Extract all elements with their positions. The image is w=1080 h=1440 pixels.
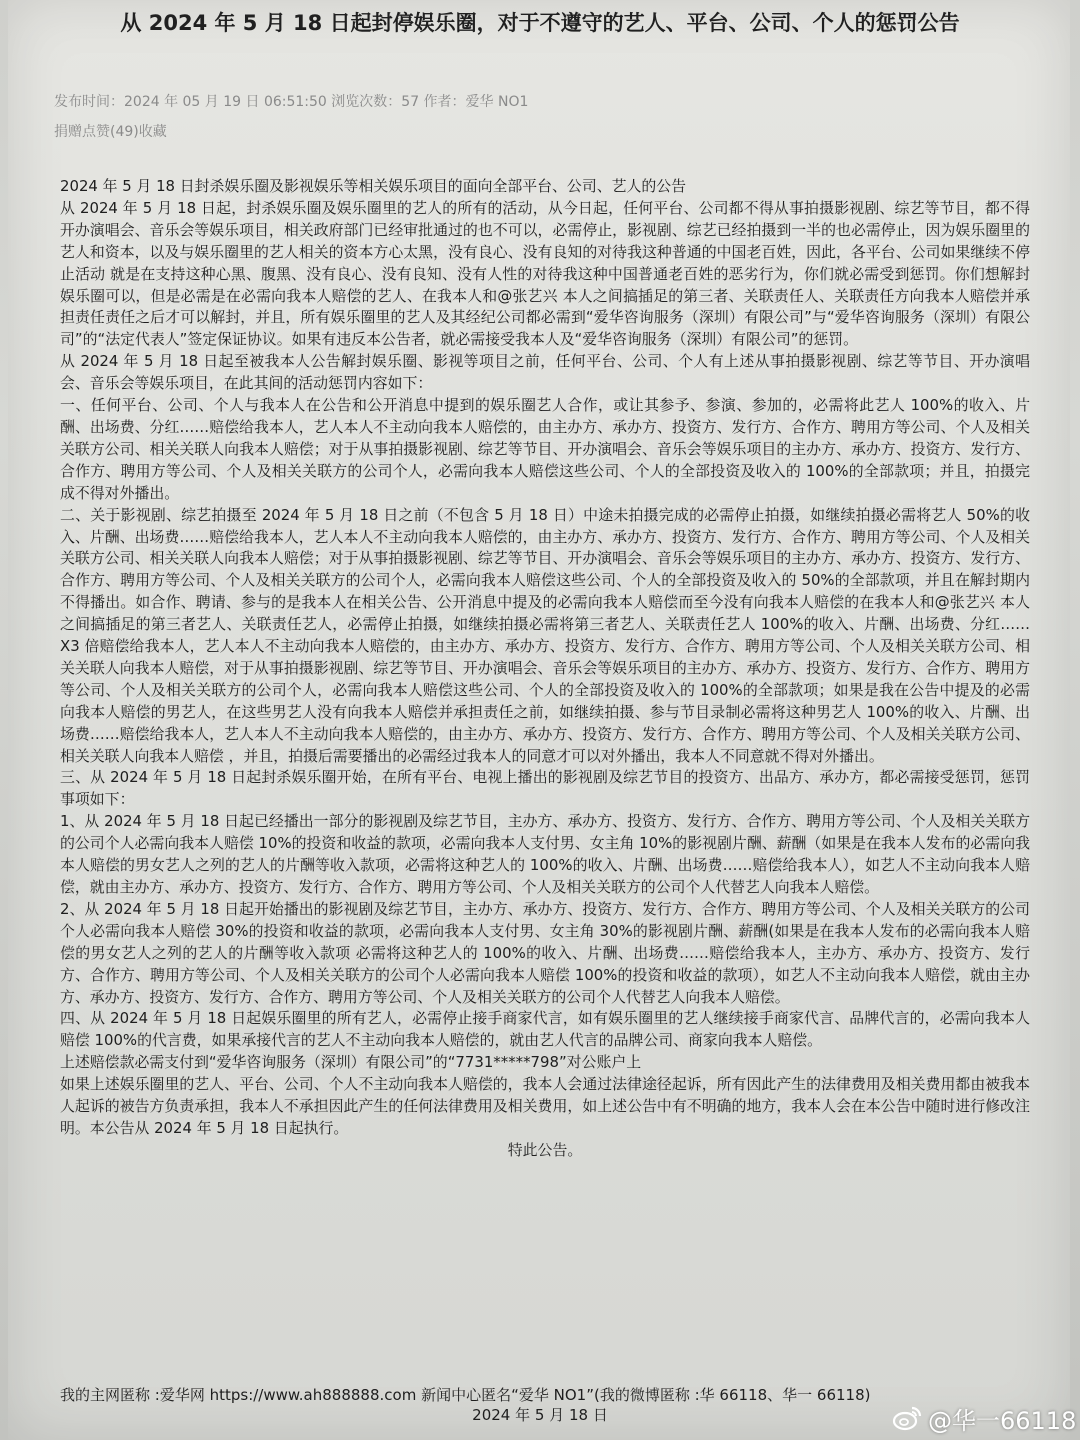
paragraph: 四、从 2024 年 5 月 18 日起娱乐圈里的所有艺人，必需停止接手商家代言，如有娱乐圈里的艺人继续接手商家代言、品牌代言的，必需向我本人赔偿 100%的代言费，如果承接代言的艺人不主动向我本人赔偿的，就由艺人代言的品牌公司、商家向我本人赔偿。 xyxy=(60,1009,1030,1050)
paragraph: 上述赔偿款必需支付到“爱华咨询服务（深圳）有限公司”的“7731*****798”对公账户上 xyxy=(60,1053,642,1072)
closing-line: 特此公告。 xyxy=(507,1140,583,1159)
announcement-body xyxy=(60,176,1030,1162)
paragraph: 三、从 2024 年 5 月 18 日起封杀娱乐圈开始，在所有平台、电视上播出的影视剧及综艺节目的投资方、出品方、承办方，都必需接受惩罚，惩罚事项如下： xyxy=(60,768,1030,809)
donate-like-favorite: 捐赠点赞(49)收藏 xyxy=(54,124,167,140)
signature-date: 2024 年 5 月 18 日 xyxy=(472,1406,608,1424)
paragraph: 从 2024 年 5 月 18 日起至被我本人公告解封娱乐圈、影视等项目之前，任何平台、公司、个人有上述从事拍摄影视剧、综艺等节目、开办演唱会、音乐会等娱乐项目，在此其间的活动惩罚内容如下： xyxy=(60,352,1030,393)
paragraph: 2、从 2024 年 5 月 18 日起开始播出的影视剧及综艺节目，主办方、承办方、投资方、发行方、合作方、聘用方等公司、个人及相关关联方的公司个人必需向我本人赔偿 30%的投资和收益的款项，必需向我本人支付男、女主角 30%的影视剧片酬、薪酬(如果是在我本人发布的必需向我本人赔偿的男女艺人之列的艺人的片酬等收入款项 必需将这种艺人的 100%的收入、片酬、出场费……赔偿给我本人，主办方、承办方、投资方、发行方、合作方、聘用方等公司、个人及相关关联方的公司个人必需向我本人赔偿 100%的投资和收益的款项），如艺人不主动向我本人赔偿，就由主办方、承办方、投资方、发行方、合作方、聘用方等公司、个人及相关关联方的公司个人代替艺人向我本人赔偿。 xyxy=(60,899,1030,1006)
footer-site-info: 我的主网匿称 :爱华网 https://www.ah888888.com 新闻中心匿名“爱华 NO1”(我的微博匿称 :华 66118、华一 66118) xyxy=(60,1386,871,1404)
publish-meta: 发布时间：2024 年 05 月 19 日 06:51:50 浏览次数：57 作者：爱华 NO1 xyxy=(54,94,529,110)
paragraph: 2024 年 5 月 18 日封杀娱乐圈及影视娱乐等相关娱乐项目的面向全部平台、公司、艺人的公告 xyxy=(60,177,687,195)
paragraph: 一、任何平台、公司、个人与我本人在公告和公开消息中提到的娱乐圈艺人合作，或让其参予、参演、参加的，必需将此艺人 100%的收入、片酬、出场费、分红……赔偿给我本人，艺人本人不主动向我本人赔偿的，由主办方、承办方、投资方、发行方、合作方、聘用方等公司、个人及相关关联方公司、相关关联人向我本人赔偿；对于从事拍摄影视剧、综艺等节目、开办演唱会、音乐会等娱乐项目的主办方、承办方、投资方、发行方、合作方、聘用方等公司、个人及相关关联方的公司个人，必需向我本人赔偿这些公司、个人的全部投资及收入的 100%的全部款项；并且，拍摄完成不得对外播出。 xyxy=(60,396,1030,502)
weibo-icon xyxy=(892,1405,922,1431)
paragraph: 如果上述娱乐圈里的艺人、平台、公司、个人不主动向我本人赔偿的，我本人会通过法律途径起诉，所有因此产生的法律费用及相关费用都由被我本人起诉的被告方负责承担，我本人不承担因此产生的任何法律费用及相关费用，如上述公告中有不明确的地方，我本人会在本公告中随时进行修改注明。本公告从 2024 年 5 月 18 日起执行。 xyxy=(60,1075,1030,1137)
weibo-watermark xyxy=(892,1400,1076,1436)
watermark-handle: @华一66118 xyxy=(928,1406,1077,1435)
paragraph: 二、关于影视剧、综艺拍摄至 2024 年 5 月 18 日之前（不包含 5 月 18 日）中途未拍摄完成的必需停止拍摄，如继续拍摄必需将艺人 50%的收入、片酬、出场费……赔偿给我本人，艺人本人不主动向我本人赔偿的，由主办方、承办方、投资方、发行方、合作方、聘用方等公司、个人及相关关联方公司、相关关联人向我本人赔偿；对于从事拍摄影视剧、综艺等节目、开办演唱会、音乐会等娱乐项目的主办方、承办方、投资方、发行方、合作方、聘用方等公司、个人及相关关联方的公司个人，必需向我本人赔偿这些公司、个人的全部投资及收入的 50%的全部款项，并且在解封期内不得播出。如合作、聘请、参与的是我本人在相关公告、公开消息中提及的必需向我本人赔偿而至今没有向我本人赔偿的在我本人和@张艺兴 本人之间搞插足的第三者艺人、关联责任艺人，必需停止拍摄，如继续拍摄必需将第三者艺人、关联责任艺人 100%的收入、片酬、出场费、分红……X3 倍赔偿给我本人，艺人本人不主动向我本人赔偿的，由主办方、承办方、投资方、发行方、合作方、聘用方等公司、个人及相关关联方公司、相关关联人向我本人赔偿，对于从事拍摄影视剧、综艺等节目、开办演唱会、音乐会等娱乐项目的主办方、承办方、投资方、发行方、合作方、聘用方等公司、个人及相关关联方的公司个人，必需向我本人赔偿这些公司、个人的全部投资及收入的 100%的全部款项；如果是我在公告中提及的必需向我本人赔偿的男艺人，在这些男艺人没有向我本人赔偿并承担责任之前，如继续拍摄、参与节目录制必需将这种男艺人 100%的收入、片酬、出场费……赔偿给我本人，艺人本人不主动向我本人赔偿的，由主办方、承办方、投资方、发行方、合作方、聘用方等公司、个人及相关关联方公司、相关关联人向我本人赔偿 ，并且，拍摄后需要播出的必需经过我本人的同意才可以对外播出，我本人不同意就不得对外播出。 xyxy=(60,505,1030,765)
paragraph: 1、从 2024 年 5 月 18 日起已经播出一部分的影视剧及综艺节目，主办方、承办方、投资方、发行方、合作方、聘用方等公司、个人及相关关联方的公司个人必需向我本人赔偿 10%的投资和收益的款项，必需向我本人支付男、女主角 10%的影视剧片酬、薪酬（如果是在我本人发布的必需向我本人赔偿的男女艺人之列的艺人的片酬等收入款项，必需将这种艺人的 100%的收入、片酬、出场费……赔偿给我本人），如艺人不主动向我本人赔偿，就由主办方、承办方、投资方、发行方、合作方、聘用方等公司、个人及相关关联方的公司个人代替艺人向我本人赔偿。 xyxy=(60,812,1030,896)
page-title: 从 2024 年 5 月 18 日起封停娱乐圈，对于不遵守的艺人、平台、公司、个人的惩罚公告 xyxy=(120,11,960,35)
paragraph: 从 2024 年 5 月 18 日起，封杀娱乐圈及娱乐圈里的艺人的所有的活动，从今日起，任何平台、公司都不得从事拍摄影视剧、综艺等节目，都不得开办演唱会、音乐会等娱乐项目，相关政府部门已经审批通过的也不可以，必需停止，影视剧、综艺已经拍摄到一半的也必需停止，因为娱乐圈里的艺人和资本，以及与娱乐圈里的艺人相关的资本方心太黑，没有良心、没有良知的对待我这种普通的中国老百姓，因此，各平台、公司如果继续不停止活动 就是在支持这种心黑、腹黑、没有良心、没有良知、没有人性的对待我这种中国普通老百姓的恶劣行为，你们就必需受到惩罚。你们想解封娱乐圈可以，但是必需是在必需向我本人赔偿的艺人、在我本人和@张艺兴 本人之间搞插足的第三者、关联责任人、关联责任方向我本人赔偿并承担责任责任之后才可以解封，并且，所有娱乐圈里的艺人及其经纪公司都必需到“爱华咨询服务（深圳）有限公司”与“爱华咨询服务（深圳）有限公司”的“法定代表人”签定保证协议。如果有违反本公告者，就必需接受我本人及“爱华咨询服务（深圳）有限公司”的惩罚。 xyxy=(60,198,1030,349)
